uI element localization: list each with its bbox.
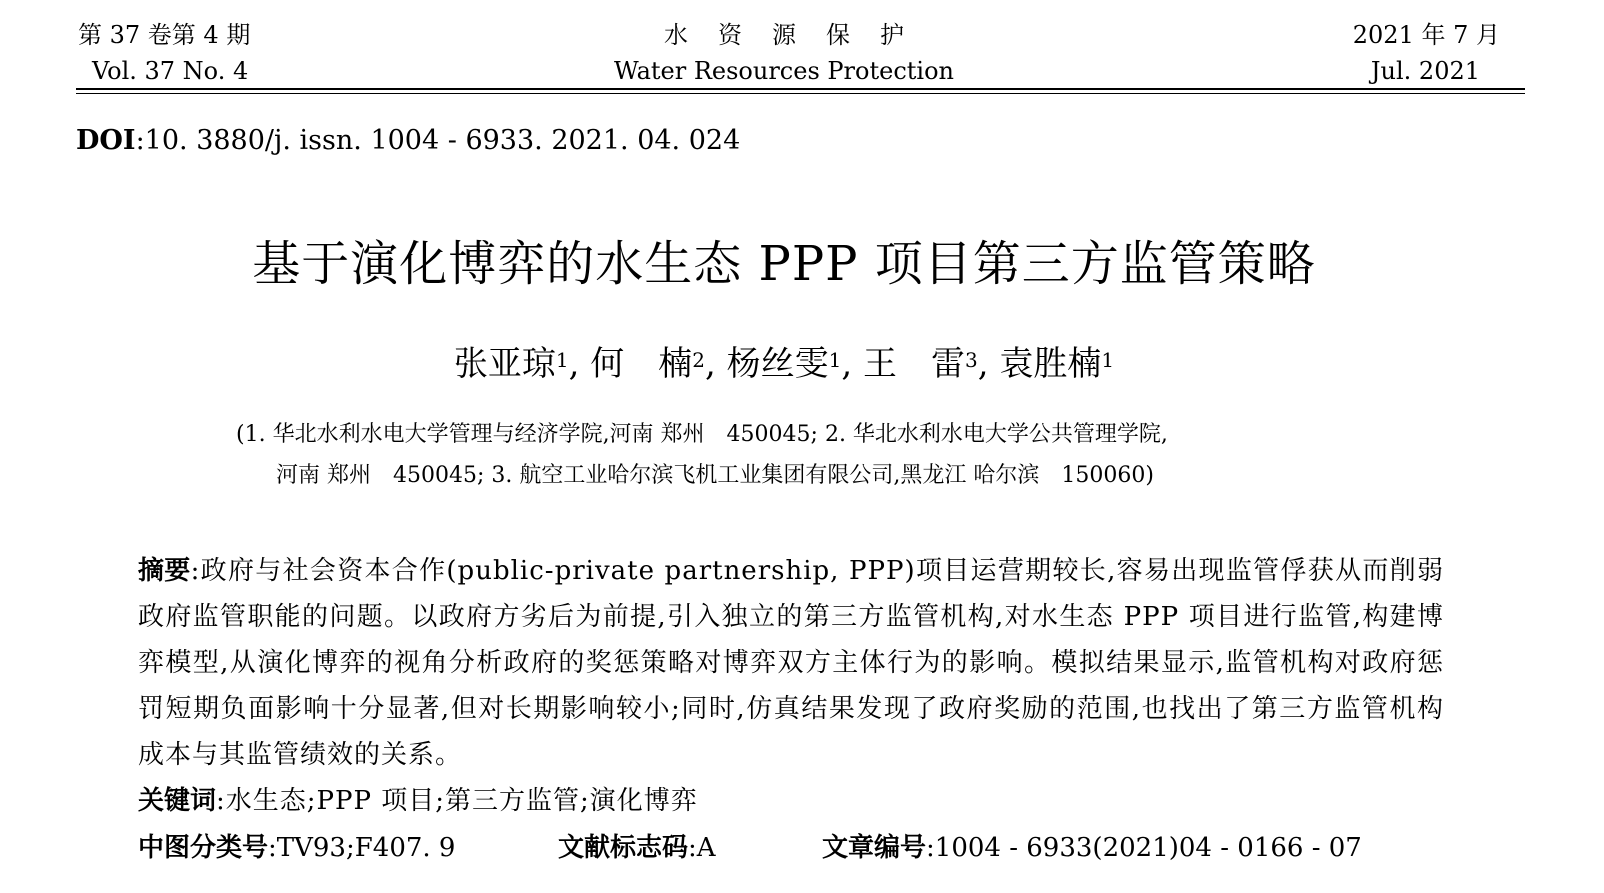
header-rule-thick [76,88,1525,90]
keywords [138,784,698,818]
author-separator: , [568,344,580,384]
author-affil-mark: 1 [555,348,569,372]
publication-date-cn: 2021 年 7 月 [1352,21,1500,49]
document-code [558,831,716,865]
issue-number-en: Vol. 37 No. 4 [92,57,249,85]
doi-value: :10. 3880/j. issn. 1004 - 6933. 2021. 04. 024 [135,125,741,156]
document-code-label: 文献标志码 [558,833,689,863]
keywords-text: :水生态;PPP 项目;第三方监管;演化博弈 [216,786,698,816]
author-name: 何 楠 [590,344,693,384]
publication-date-en: Jul. 2021 [1370,57,1480,85]
paper-title: 基于演化博弈的水生态 PPP 项目第三方监管策略 [252,236,1316,292]
author-name: 袁胜楠 [999,344,1102,384]
author-name: 张亚琼 [453,344,556,384]
author-affil-mark: 3 [964,348,978,372]
keywords-label: 关键词 [138,786,217,816]
doi-label: DOI [76,125,136,156]
author-list [0,340,1586,388]
author-affil-mark: 1 [1101,348,1115,372]
issue-number-cn: 第 37 卷第 4 期 [78,21,251,49]
abstract-text: :政府与社会资本合作(public-private partnership, PPP)项目运营期较长,容易出现监管俘获从而削弱政府监管职能的问题。以政府方劣后为前提,引入独立的第三方监管机构,对水生态 PPP 项目进行监管,构建博弈模型,从演化博弈的视角分析政府的奖惩策略对博弈双方主体行为的影响。模拟结果显示,监管机构对政府惩罚短期负面影响十分显著,但对长期影响较小;同时,仿真结果发现了政府奖励的范围,也找出了第三方监管机构成本与其监管绩效的关系。 [138,556,1444,770]
author-name: 杨丝雯 [726,344,829,384]
author-affil-mark: 1 [828,348,842,372]
author-name: 王 雷 [862,344,965,384]
author-affil-mark: 2 [692,348,705,372]
clc-value: :TV93;F407. 9 [268,833,456,863]
article-number [822,831,1362,865]
affiliation-line-1: (1. 华北水利水电大学管理与经济学院,河南 郑州 450045; 2. 华北水利水电大学公共管理学院, [236,422,1168,447]
author-separator: , [841,344,853,384]
author-separator: , [977,344,989,384]
abstract [138,548,1444,778]
clc-label: 中图分类号 [138,833,269,863]
document-code-value: :A [688,833,716,863]
author-separator: , [705,344,716,384]
journal-name-en: Water Resources Protection [614,57,954,85]
doi-line [76,124,740,158]
clc-number [138,831,455,865]
affiliation-line-2: 河南 郑州 450045; 3. 航空工业哈尔滨飞机工业集团有限公司,黑龙江 哈尔滨 150060) [276,463,1154,488]
article-number-value: :1004 - 6933(2021)04 - 0166 - 07 [926,833,1362,863]
article-number-label: 文章编号 [822,833,927,863]
journal-name-cn: 水资源保护 [664,21,934,49]
header-rule-thin [76,93,1525,94]
abstract-label: 摘要 [138,556,191,586]
